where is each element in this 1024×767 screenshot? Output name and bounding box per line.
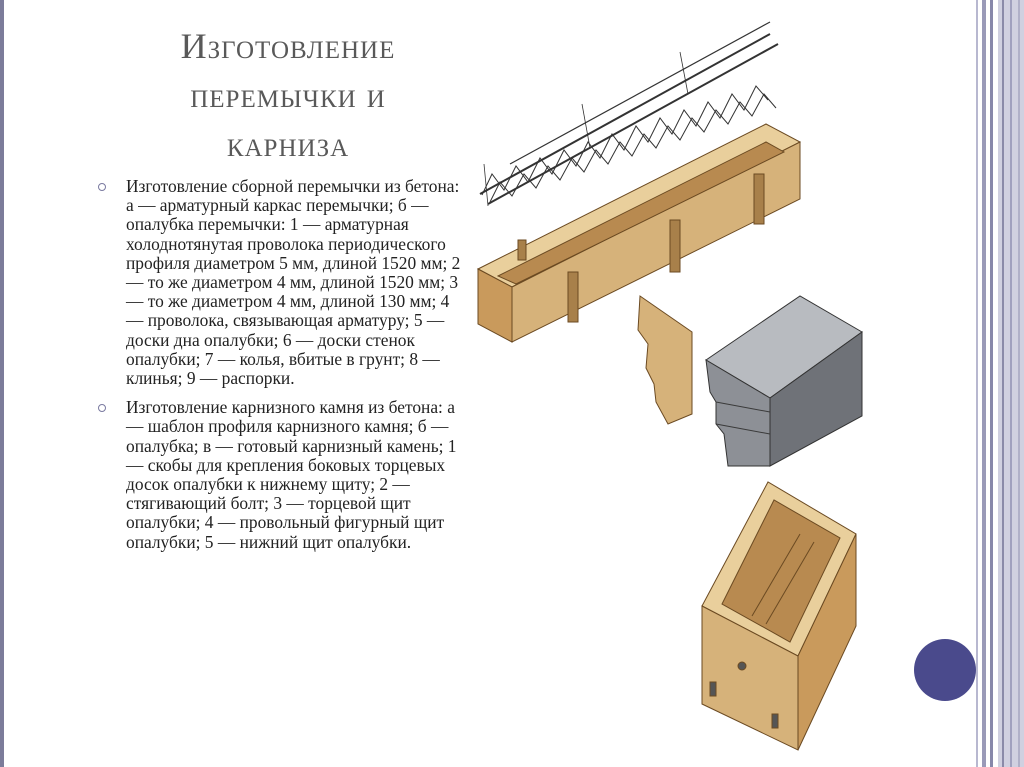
bullet-marker-icon [98, 183, 106, 191]
bullet-text-lintel: Изготовление сборной перемычки из бетона: а — арматурный каркас перемычки; б — опалубка перемычки: 1 — арматурная холоднотянутая проволока периодического профиля диаметром 5 мм, длиной 1520 мм; 2 — то же диаметром 4 мм, длиной 1520 мм; 3 — то же диаметром 4 мм, длиной 130 мм; 4 — проволока, связывающая арматуру; 5 — доски дна опалубки; 6 — доски стенок опалубки; 7 — колья, вбитые в грунт; 8 — клинья; 9 — распорки. [126, 176, 461, 389]
decorative-circle [914, 639, 976, 701]
cornice-formwork-drawing [702, 482, 856, 750]
bullet-item-cornice [98, 398, 464, 552]
technical-illustration [470, 14, 890, 754]
title-line-1: Изготовление [180, 26, 396, 66]
bullet-item-lintel [98, 177, 464, 388]
bullet-marker-icon [98, 404, 106, 412]
title-line-2: перемычки и [190, 75, 386, 115]
cornice-stone-drawing [706, 296, 862, 466]
slide-left-border [0, 0, 4, 767]
bullet-text-cornice: Изготовление карнизного камня из бетона: а — шаблон профиля карнизного камня; б — опалубка; в — готовый карнизный камень; 1 — скобы для крепления боковых торцевых досок опалубки к нижнему щиту; 2 — стягивающий болт; 3 — торцевой щит опалубки; 4 — провольный фигурный щит опалубки; 5 — нижний щит опалубки. [126, 397, 457, 552]
page-title [128, 22, 448, 169]
cornice-template-drawing [638, 296, 692, 424]
title-line-3: карниза [226, 124, 350, 164]
decorative-stripes [976, 0, 1024, 767]
bullet-list [98, 177, 464, 562]
